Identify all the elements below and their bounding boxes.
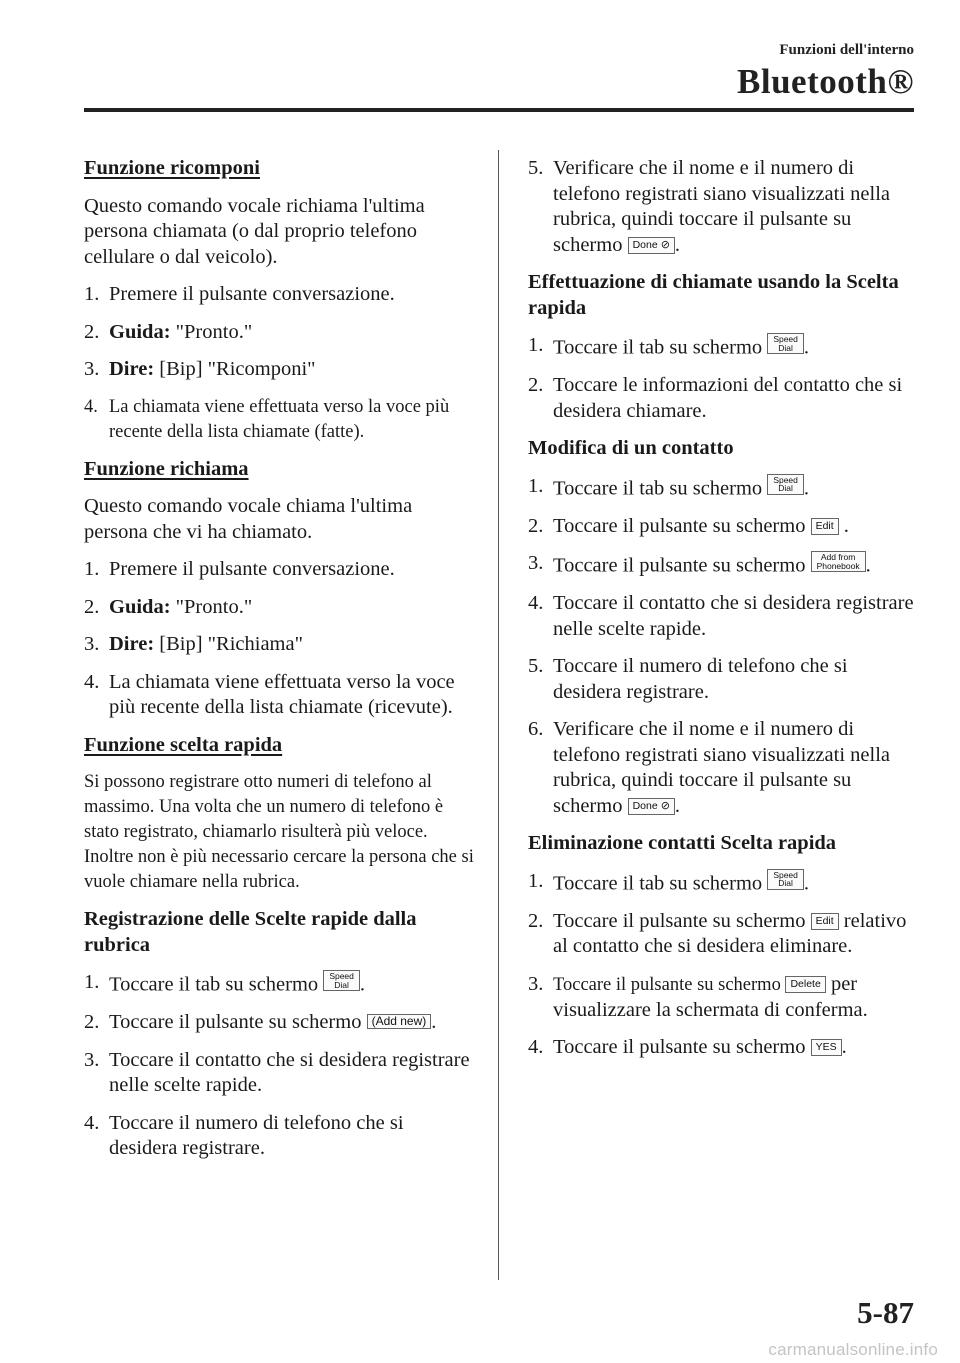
- heading-scelta-rapida: Funzione scelta rapida: [84, 733, 283, 756]
- list-item: 1. Premere il pulsante conversazione.: [84, 558, 395, 580]
- header-section-label: Funzioni dell'interno: [779, 42, 914, 58]
- list-item: 1. Premere il pulsante conversazione.: [84, 283, 395, 305]
- yes-button[interactable]: YES: [811, 1039, 842, 1056]
- header-title: Bluetooth®: [737, 62, 914, 101]
- done-button[interactable]: Done ⊘: [628, 798, 675, 815]
- heading-richiama: Funzione richiama: [84, 457, 249, 480]
- list-item: 2. Guida: "Pronto.": [84, 595, 253, 618]
- watermark: carmanualsonline.info: [768, 1340, 938, 1359]
- list-item: 5. Verificare che il nome e il numero di telefono registrati siano visualizzati nella rubrica, quindi toccare il pulsante su schermo Done ⊘ .: [528, 157, 890, 256]
- list-item: 6. Verificare che il nome e il numero di telefono registrati siano visualizzati nella rubrica, quindi toccare il pulsante su schermo Done ⊘ .: [528, 718, 890, 817]
- left-column: [84, 156, 476, 1174]
- list-item: 2. Guida: "Pronto.": [84, 320, 253, 343]
- speed-dial-button[interactable]: Speed Dial: [767, 869, 804, 890]
- list-item: 1. Toccare il tab su schermo Speed Dial .: [528, 334, 810, 359]
- list-item: 4. La chiamata viene effettuata verso la voce più recente della lista chiamate (fatte).: [84, 396, 450, 442]
- intro-scelta-rapida: Si possono registrare otto numeri di telefono al massimo. Una volta che un numero di telefono è stato registrato, chiamarlo risulterà più veloce. Inoltre non è più necessario cercare la persona che si vuole chiamare nella rubrica.: [84, 772, 474, 892]
- add-new-button[interactable]: (Add new): [367, 1014, 432, 1029]
- speed-dial-button[interactable]: Speed Dial: [323, 970, 360, 991]
- check-circle-icon: ⊘: [660, 799, 670, 812]
- edit-button[interactable]: Edit: [811, 913, 839, 930]
- list-item: 3. Toccare il pulsante su schermo Add from Phonebook .: [528, 552, 871, 577]
- list-item: 2. Toccare il pulsante su schermo Edit .: [528, 514, 849, 537]
- column-divider: [498, 150, 499, 1280]
- steps-richiama: [84, 557, 476, 721]
- list-item: 5. Toccare il numero di telefono che si desidera registrare.: [528, 655, 848, 703]
- list-item: 2. Toccare il pulsante su schermo (Add new) .: [84, 1011, 437, 1033]
- done-button[interactable]: Done ⊘: [628, 237, 675, 254]
- right-column: [528, 156, 920, 1073]
- add-from-phonebook-button[interactable]: Add from Phonebook: [811, 551, 866, 572]
- steps-registrazione: [84, 970, 476, 1162]
- heading-modifica: Modifica di un contatto: [528, 437, 734, 459]
- steps-effettuazione: [528, 333, 920, 424]
- check-circle-icon: ⊘: [660, 238, 670, 251]
- steps-registrazione-cont: [528, 156, 920, 258]
- speed-dial-button[interactable]: Speed Dial: [767, 474, 804, 495]
- steps-eliminazione: [528, 869, 920, 1061]
- page-number: 5-87: [857, 1295, 914, 1330]
- list-item: 2. Toccare le informazioni del contatto che si desidera chiamare.: [528, 374, 903, 422]
- list-item: 3. Dire: [Bip] "Ricomponi": [84, 358, 316, 380]
- list-item: 3. Dire: [Bip] "Richiama": [84, 633, 303, 655]
- intro-richiama: Questo comando vocale chiama l'ultima persona che vi ha chiamato.: [84, 495, 413, 543]
- list-item: 4. Toccare il contatto che si desidera registrare nelle scelte rapide.: [528, 592, 914, 640]
- steps-modifica: [528, 474, 920, 820]
- list-item: 4. Toccare il pulsante su schermo YES .: [528, 1036, 847, 1058]
- list-item: 1. Toccare il tab su schermo Speed Dial .: [528, 869, 810, 894]
- list-item: 4. Toccare il numero di telefono che si desidera registrare.: [84, 1111, 404, 1159]
- list-item: 1. Toccare il tab su schermo Speed Dial .: [84, 971, 366, 996]
- heading-ricomponi: Funzione ricomponi: [84, 157, 260, 179]
- heading-effettuazione: Effettuazione di chiamate usando la Scelta rapida: [528, 271, 899, 319]
- heading-registrazione: Registrazione delle Scelte rapide dalla rubrica: [84, 908, 417, 956]
- delete-button[interactable]: Delete: [785, 976, 825, 993]
- intro-ricomponi: Questo comando vocale richiama l'ultima persona chiamata (o dal proprio telefono cellulare o dal veicolo).: [84, 194, 425, 268]
- list-item: 2. Toccare il pulsante su schermo Edit relativo al contatto che si desidera eliminare.: [528, 909, 907, 957]
- list-item: 1. Toccare il tab su schermo Speed Dial .: [528, 474, 810, 499]
- list-item: 4. La chiamata viene effettuata verso la voce più recente della lista chiamate (ricevute).: [84, 670, 455, 718]
- header-rule: [84, 108, 914, 112]
- edit-button[interactable]: Edit: [811, 518, 839, 535]
- steps-ricomponi: [84, 282, 476, 445]
- heading-eliminazione: Eliminazione contatti Scelta rapida: [528, 832, 837, 854]
- list-item: 3. Toccare il pulsante su schermo Delete per visualizzare la schermata di conferma.: [528, 972, 868, 1021]
- list-item: 3. Toccare il contatto che si desidera registrare nelle scelte rapide.: [84, 1048, 470, 1096]
- speed-dial-button[interactable]: Speed Dial: [767, 333, 804, 354]
